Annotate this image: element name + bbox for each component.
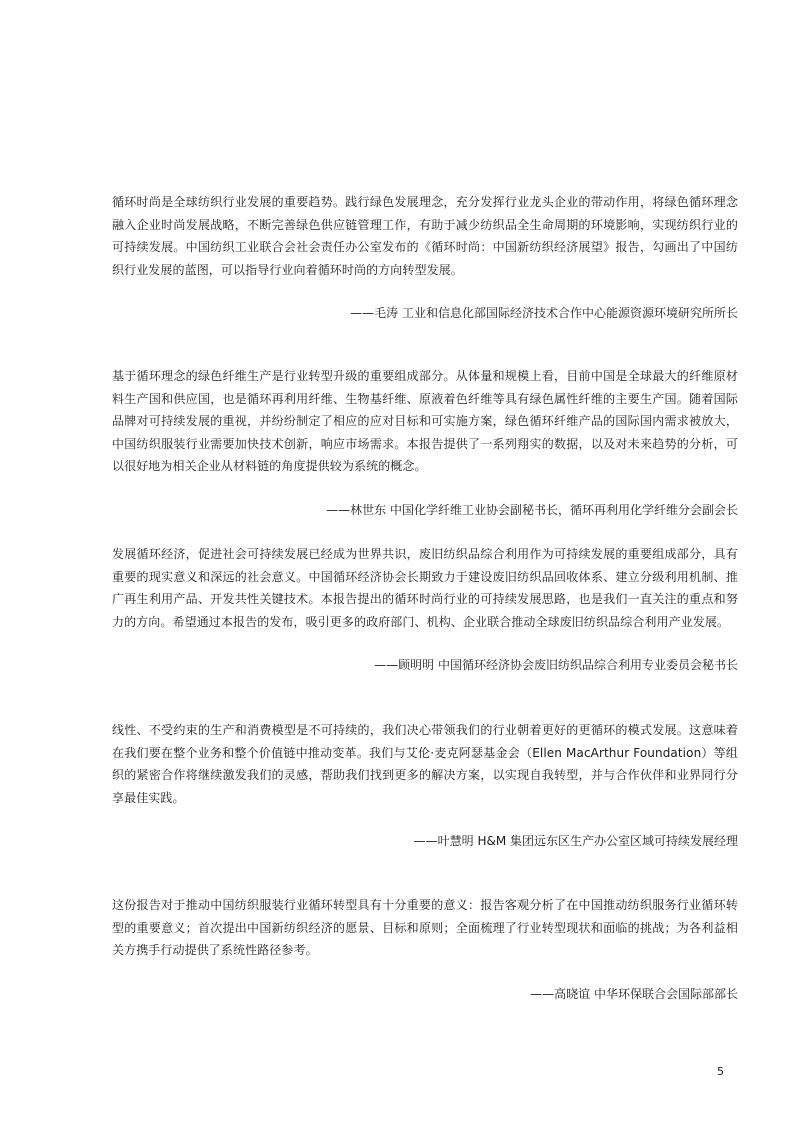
quote-attribution: ——叶慧明 H&M 集团远东区生产办公室区域可持续发展经理 bbox=[413, 834, 738, 848]
quote-block-1 bbox=[112, 191, 738, 321]
quote-attribution: ——毛涛 工业和信息化部国际经济技术合作中心能源资源环境研究所所长 bbox=[350, 306, 738, 320]
quote-attribution: ——林世东 中国化学纤维工业协会副秘书长，循环再利用化学纤维分会副会长 bbox=[326, 502, 738, 517]
quote-text: 循环时尚是全球纺织行业发展的重要趋势。践行绿色发展理念，充分发挥行业龙头企业的带动作用，将绿色循环理念融入企业时尚发展战略，不断完善绿色供应链管理工作，有助于减少纺织品全生命周期的环境影响，实现纺织行业的可持续发展。中国纺织工业联合会社会责任办公室发布的《循环时尚：中国新纺织经济展望》报告，勾画出了中国纺织行业发展的蓝图，可以指导行业向着循环时尚的方向转型发展。 bbox=[112, 195, 738, 277]
page-number: 5 bbox=[717, 1065, 724, 1078]
quote-block-2 bbox=[112, 365, 738, 518]
quote-block-4 bbox=[112, 719, 738, 849]
quote-text: 发展循环经济，促进社会可持续发展已经成为世界共识，废旧纺织品综合利用作为可持续发展的重要组成部分，具有重要的现实意义和深远的社会意义。中国循环经济协会长期致力于建设废旧纺织品回收体系、建立分级利用机制、推广再生利用产品、开发共性关键技术。本报告提出的循环时尚行业的可持续发展思路，也是我们一直关注的重点和努力的方向。希望通过本报告的发布，吸引更多的政府部门、机构、企业联合推动全球废旧纺织品综合利用产业发展。 bbox=[112, 547, 738, 629]
quote-text: 线性、不受约束的生产和消费模型是不可持续的，我们决心带领我们的行业朝着更好的更循环的模式发展。这意味着在我们要在整个业务和整个价值链中推动变革。我们与艾伦·麦克阿瑟基金会（Ellen MacArthur Foundation）等组织的紧密合作将继续激发我们的灵感，帮助我们找到更多的解决方案，以实现自我转型，并与合作伙伴和业界同行分享最佳实践。 bbox=[112, 723, 738, 805]
quote-block-3 bbox=[112, 543, 738, 673]
quote-attribution: ——顾明明 中国循环经济协会废旧纺织品综合利用专业委员会秘书长 bbox=[374, 658, 738, 672]
quote-block-5 bbox=[112, 894, 738, 1002]
quote-attribution: ——高晓谊 中华环保联合会国际部部长 bbox=[530, 986, 738, 1001]
quote-text: 这份报告对于推动中国纺织服装行业循环转型具有十分重要的意义：报告客观分析了在中国推动纺织服务行业循环转型的重要意义；首次提出中国新纺织经济的愿景、目标和原则；全面梳理了行业转型现状和面临的挑战；为各利益相关方携手行动提供了系统性路径参考。 bbox=[112, 898, 738, 957]
quote-text: 基于循环理念的绿色纤维生产是行业转型升级的重要组成部分。从体量和规模上看，目前中国是全球最大的纤维原材料生产国和供应国，也是循环再利用纤维、生物基纤维、原液着色纤维等具有绿色属性纤维的主要生产国。随着国际品牌对可持续发展的重视，并纷纷制定了相应的应对目标和可实施方案，绿色循环纤维产品的国际国内需求被放大，中国纺织服装行业需要加快技术创新，响应市场需求。本报告提供了一系列翔实的数据，以及对未来趋势的分析，可以很好地为相关企业从材料链的角度提供较为系统的概念。 bbox=[112, 369, 738, 473]
